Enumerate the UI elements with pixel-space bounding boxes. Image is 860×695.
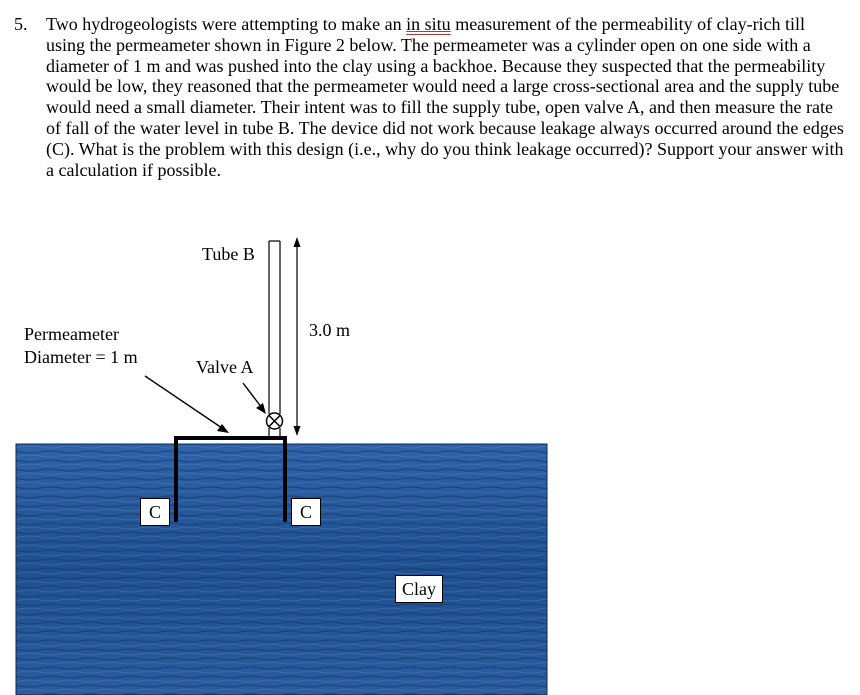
in-situ-term: in situ	[406, 14, 451, 34]
tube-b-label: Tube B	[202, 244, 255, 264]
valve-a-icon	[267, 413, 283, 429]
edge-label-right: C	[291, 498, 321, 526]
valve-pointer-arrow	[243, 383, 266, 414]
permeameter-label: Permeameter	[24, 324, 119, 344]
clay-block	[16, 444, 547, 695]
height-label: 3.0 m	[309, 320, 351, 340]
edge-label-left: C	[140, 498, 170, 526]
question-number: 5.	[14, 14, 28, 34]
tube-b	[269, 241, 280, 438]
permeameter-pointer-arrow	[145, 376, 229, 433]
question-text-start: Two hydrogeologists were attempting to make an	[46, 14, 407, 34]
valve-a-label: Valve A	[196, 357, 254, 377]
question-text-rest: measurement of the permeability of clay-rich till using the permeameter shown in Figure 2 below. The permeameter was a cylinder open on one side with a diameter of 1 m and was pushed into the clay using a backhoe. Because they suspected that the permeability would be low, they reasoned that the permeameter would need a large cross-sectional area and the supply tube would need a small diameter. Their intent was to fill the supply tube, open valve A, and then measure the rate of fall of the water level in tube B. The device did not work because leakage always occurred around the edges (C). What is the problem with this design (i.e., why do you think leakage occurred)? Support your answer with a calculation if possible.	[46, 14, 844, 180]
clay-label: Clay	[395, 575, 443, 603]
diameter-label: Diameter = 1 m	[24, 347, 138, 367]
height-dimension-arrow	[294, 237, 301, 436]
